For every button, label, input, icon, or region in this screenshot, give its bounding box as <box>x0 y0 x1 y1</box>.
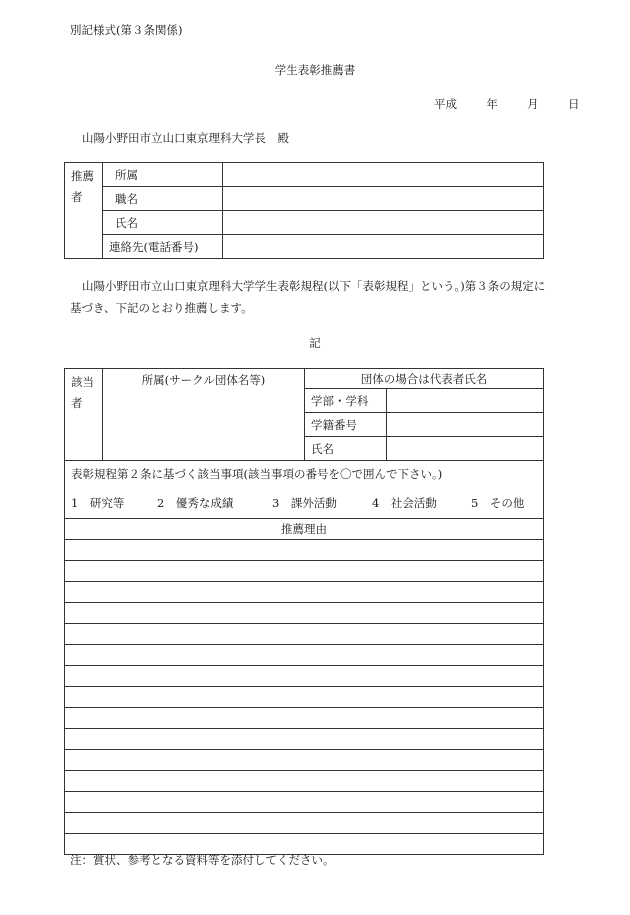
recommender-label-1: 推薦 <box>71 169 94 183</box>
reason-line[interactable] <box>65 540 544 561</box>
matters-instruction: 表彰規程第２条に基づく該当事項(該当事項の番号を〇で囲んで下さい。) <box>71 467 443 481</box>
form-label: 別記様式(第３条関係) <box>70 23 183 37</box>
nominee-name-field[interactable] <box>387 437 544 461</box>
body-text-line-2: 基づき、下記のとおり推薦します。 <box>70 301 253 315</box>
recommender-affiliation-field[interactable] <box>223 163 544 187</box>
reason-line[interactable] <box>65 561 544 582</box>
page-title: 学生表彰推薦書 <box>274 63 356 77</box>
matters-section <box>65 461 544 519</box>
nominee-label-2: 者 <box>71 396 83 410</box>
date-year: 年 <box>486 97 498 111</box>
body-text-line-1: 山陽小野田市立山口東京理科大学学生表彰規程(以下「表彰規程」という。)第３条の規定に <box>82 279 546 293</box>
reason-table <box>64 518 544 855</box>
recommender-name-field[interactable] <box>223 211 544 235</box>
nominee-name-label: 氏名 <box>305 437 387 461</box>
date-era: 平成 <box>434 97 457 111</box>
reason-line[interactable] <box>65 750 544 771</box>
reason-line[interactable] <box>65 666 544 687</box>
matter-option-2[interactable]: 2 優秀な成績 <box>157 496 234 510</box>
recommender-row-contact-label: 連絡先(電話番号) <box>103 235 223 259</box>
reason-line[interactable] <box>65 729 544 750</box>
student-number-field[interactable] <box>387 413 544 437</box>
recommender-table <box>64 162 544 259</box>
representative-header: 団体の場合は代表者氏名 <box>305 369 544 389</box>
nominee-table <box>64 368 544 519</box>
student-number-label: 学籍番号 <box>305 413 387 437</box>
reason-line[interactable] <box>65 813 544 834</box>
reason-line[interactable] <box>65 624 544 645</box>
recommender-title-field[interactable] <box>223 187 544 211</box>
footnote: 注：賞状、参考となる資料等を添付してください。 <box>70 853 335 867</box>
nominee-label-1: 該当 <box>71 375 94 389</box>
matter-option-3[interactable]: 3 課外活動 <box>272 496 337 510</box>
recommender-label <box>65 163 103 259</box>
recommender-row-name-label: 氏名 <box>103 211 223 235</box>
recommender-row-affiliation-label: 所属 <box>103 163 223 187</box>
matter-option-4[interactable]: 4 社会活動 <box>372 496 437 510</box>
ki-heading: 記 <box>309 336 321 350</box>
matter-option-1[interactable]: 1 研究等 <box>71 496 125 510</box>
department-field[interactable] <box>387 389 544 413</box>
reason-line[interactable] <box>65 687 544 708</box>
addressee: 山陽小野田市立山口東京理科大学長 殿 <box>82 131 289 145</box>
reason-line[interactable] <box>65 582 544 603</box>
nominee-label <box>65 369 103 461</box>
department-label: 学部・学科 <box>305 389 387 413</box>
reason-line[interactable] <box>65 708 544 729</box>
reason-line[interactable] <box>65 792 544 813</box>
recommender-contact-field[interactable] <box>223 235 544 259</box>
date-month: 月 <box>527 97 539 111</box>
reason-line[interactable] <box>65 645 544 666</box>
date-line <box>434 96 579 112</box>
matter-option-5[interactable]: 5 その他 <box>471 496 525 510</box>
nominee-affiliation-header: 所属(サークル団体名等) <box>103 369 305 461</box>
reason-line[interactable] <box>65 771 544 792</box>
recommender-row-title-label: 職名 <box>103 187 223 211</box>
date-day: 日 <box>567 97 580 111</box>
reason-line[interactable] <box>65 603 544 624</box>
recommender-label-2: 者 <box>71 190 83 204</box>
reason-header: 推薦理由 <box>65 519 544 540</box>
